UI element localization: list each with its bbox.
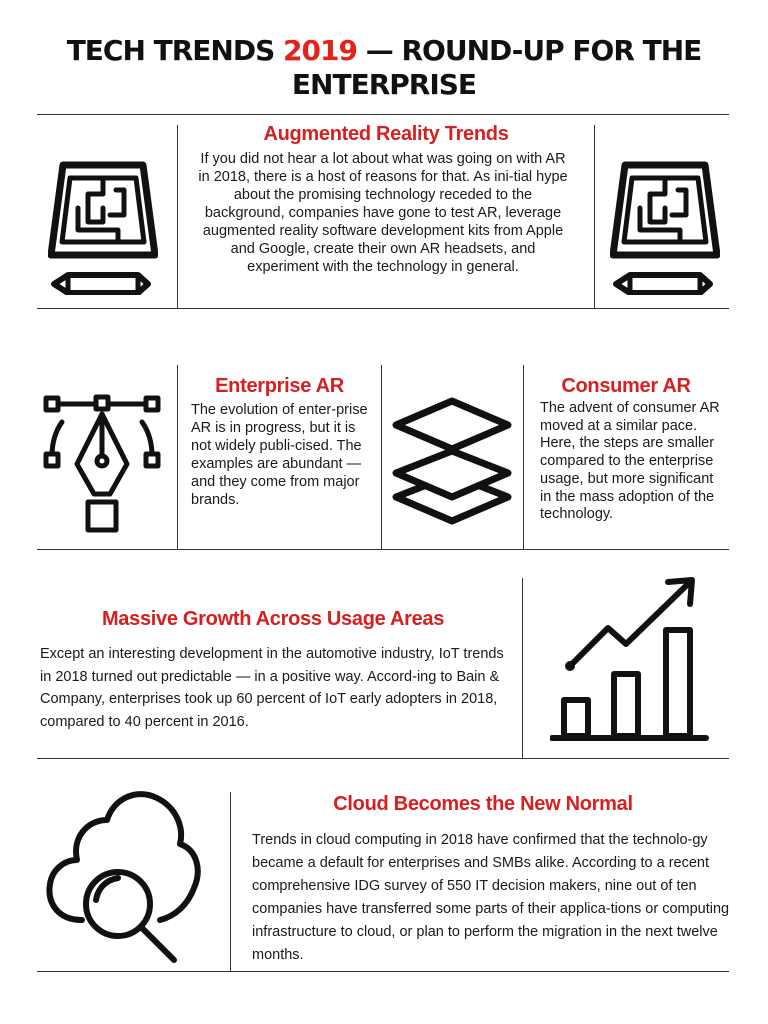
divider bbox=[37, 114, 729, 115]
pen-tool-bezier-icon bbox=[42, 386, 162, 536]
title-part-2: — ROUND-UP FOR THE ENTERPRISE bbox=[291, 34, 702, 101]
page-title bbox=[40, 34, 728, 102]
maze-blueprint-pencil-icon bbox=[610, 160, 720, 295]
growth-body: Except an interesting development in the automotive industry, IoT trends in 2018 turned out predictable — in a positive way. Accord-ing to Bain & Company, enterprises took up 60 percent of IoT early adopters in 2018, compared to 40 percent in 2016. bbox=[40, 646, 504, 730]
divider bbox=[37, 971, 729, 972]
divider bbox=[177, 125, 178, 308]
ar-trends-body: If you did not hear a lot about what was going on with AR in 2018, there is a host of reasons for that. As ini-tial hype about the promising technology receded to the background, companies have gone to test AR, leverage augmented reality software development kits from Apple and Google, create their own AR headsets, and experiment with the technology in general. bbox=[198, 151, 568, 275]
cloud-search-icon bbox=[42, 780, 202, 970]
growth-bar-chart-icon bbox=[550, 574, 710, 744]
growth-heading: Massive Growth Across Usage Areas bbox=[101, 608, 445, 630]
title-part-1: TECH TRENDS bbox=[66, 34, 284, 67]
stacked-layers-icon bbox=[390, 395, 514, 527]
divider bbox=[37, 549, 729, 550]
enterprise-ar-heading: Enterprise AR bbox=[215, 375, 344, 397]
consumer-ar-body: The advent of consumer AR moved at a similar pace. Here, the steps are smaller compared to the enterprise usage, but more significant in the mass adoption of the technology. bbox=[540, 400, 720, 523]
divider bbox=[230, 792, 231, 972]
divider bbox=[37, 758, 729, 759]
cloud-heading: Cloud Becomes the New Normal bbox=[333, 793, 633, 815]
cloud-body: Trends in cloud computing in 2018 have confirmed that the technolo-gy became a default for enterprises and SMBs alike. According to a recent comprehensive IDG survey of 550 IT decision makers, nine out of ten companies have transferred some parts of their applica-tions or computing infrastructure to cloud, or plan to perform the migration in the next twelve months. bbox=[252, 832, 730, 963]
maze-blueprint-pencil-icon bbox=[48, 160, 158, 295]
divider bbox=[381, 365, 382, 549]
divider bbox=[37, 308, 729, 309]
enterprise-ar-body: The evolution of enter-prise AR is in progress, but it is not widely publi-cised. The examples are abundant — and they come from major brands. bbox=[191, 402, 368, 508]
title-year: 2019 bbox=[283, 34, 357, 67]
divider bbox=[522, 578, 523, 758]
consumer-ar-heading: Consumer AR bbox=[561, 375, 691, 397]
divider bbox=[594, 125, 595, 308]
ar-trends-heading: Augmented Reality Trends bbox=[263, 123, 509, 145]
